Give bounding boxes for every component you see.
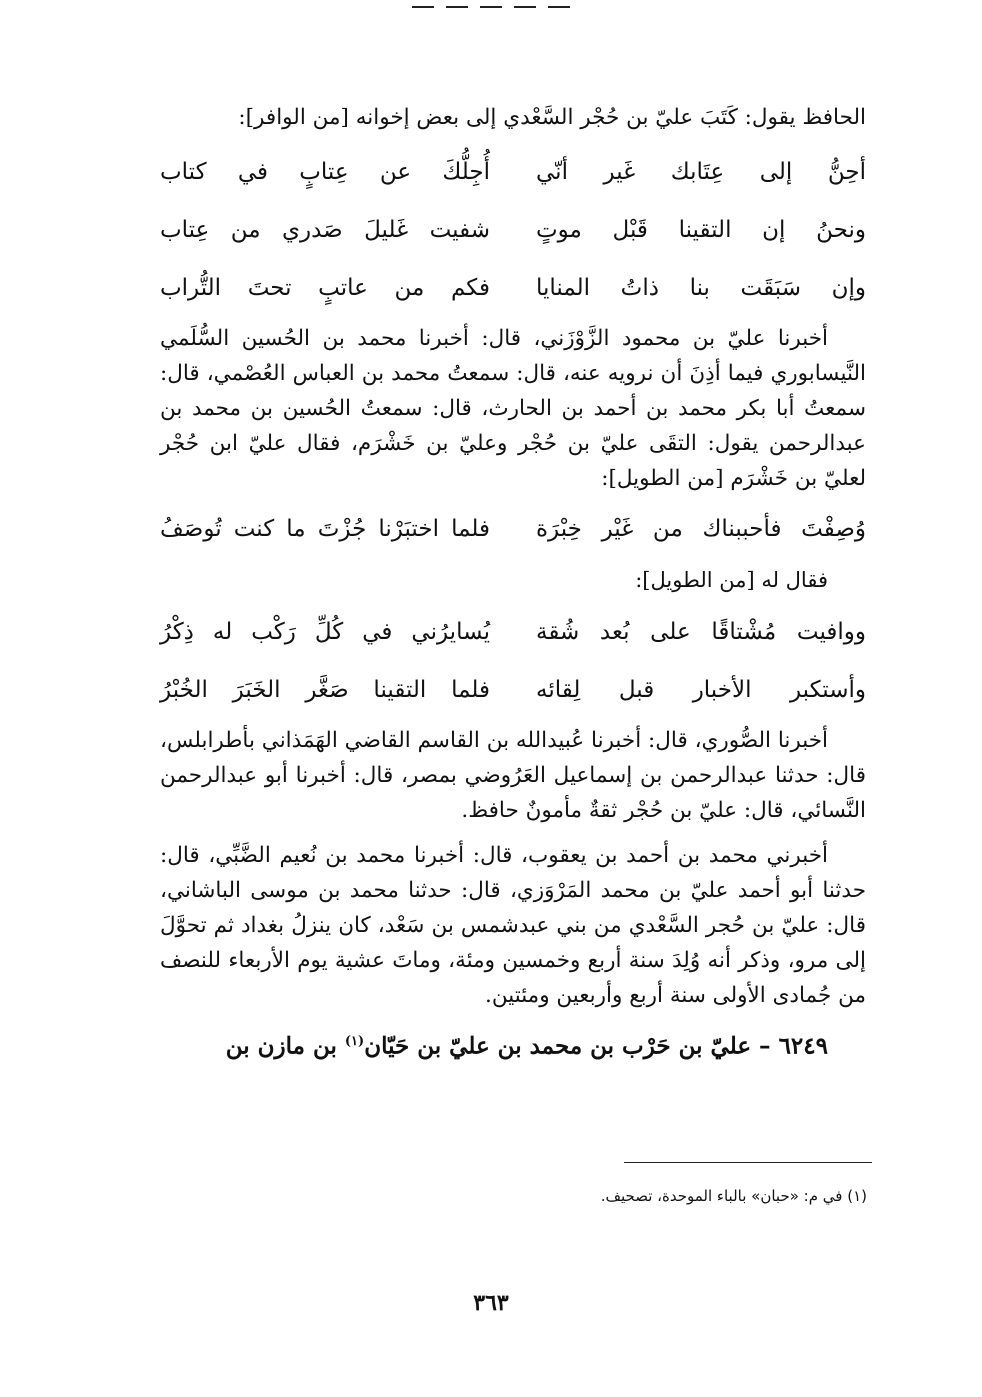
verse-line — [160, 259, 866, 317]
hemistich-second: فكم من عاتبٍ تحتَ التُّراب — [160, 274, 490, 301]
entry-name-continued: بن مازن بن — [225, 1032, 345, 1060]
entry-name: – عليّ بن حَرْب بن محمد بن عليّ بن حَيّان — [364, 1032, 771, 1060]
reply-line: فقال له [من الطويل]: — [635, 568, 828, 592]
hemistich-first: ونحنُ إن التقينا قَبْل موتٍ — [536, 216, 866, 243]
hemistich-first: وُصِفْتَ فأحببناك من غَيْر خِبْرَة — [536, 515, 866, 542]
paragraph-isnad-1: أخبرنا عليّ بن محمود الزَّوْزَني، قال: أخبرنا محمد بن الحُسين السُّلَمي النَّيسابوري فيما أذِنَ أن نرويه عنه، قال: سمعتُ محمد بن العباس العُصْمي، قال: سمعتُ أبا بكر محمد بن أحمد بن الحارث، قال: سمعتُ الحُسين بن محمد بن عبدالرحمن يقول: التقَى عليّ بن حُجْر وعليّ بن خَشْرَم، فقال عليّ ابن حُجْر لعليّ بن خَشْرَم [من الطويل]: — [160, 326, 866, 491]
verse-line — [160, 661, 866, 719]
hemistich-first: ووافيت مُشْتاقًا على بُعد شُقة — [536, 618, 866, 645]
hemistich-second: شفيت غَليلَ صَدري من عِتاب — [160, 216, 490, 243]
poem-1 — [160, 143, 866, 317]
entry-number: ٦٢٤٩ — [778, 1032, 828, 1060]
entry-heading — [160, 1019, 866, 1070]
verse-line — [160, 201, 866, 259]
verse-line — [160, 143, 866, 201]
footnote-marker: (١) — [344, 1034, 365, 1049]
verse-single — [160, 500, 866, 558]
page-number: ٣٦٣ — [473, 1290, 509, 1316]
hemistich-first: وأستكبر الأخبار قبل لِقائه — [536, 676, 866, 703]
hemistich-second: فلما التقينا صَغَّر الخَبَرَ الخُبْرُ — [160, 676, 490, 703]
hemistich-second: يُسايرُني في كُلِّ رَكْب له ذِكْرُ — [160, 618, 490, 645]
hemistich-second: فلما اختبَرْنا جُزْتَ ما كنت تُوصَفُ — [160, 515, 490, 542]
footnote-rule — [624, 1162, 872, 1163]
intro-line: الحافظ يقول: كَتَبَ عليّ بن حُجْر السَّعْدي إلى بعض إخوانه [من الوافر]: — [238, 105, 866, 130]
top-ornament — [412, 6, 582, 8]
hemistich-first: أحِنُّ إلى عِتَابك غَير أنّي — [536, 158, 866, 185]
main-text — [160, 100, 866, 1070]
hemistich-first: وإن سَبَقَت بنا ذاتُ المنايا — [536, 274, 866, 301]
hemistich-second: أُجِلُّكَ عن عِتابٍ في كتاب — [160, 158, 490, 185]
verse-line — [160, 603, 866, 661]
poem-2 — [160, 603, 866, 719]
footnote: (١) في م: «حبان» بالباء الموحدة، تصحيف. — [600, 1187, 867, 1205]
paragraph-isnad-3: أخبرني محمد بن أحمد بن يعقوب، قال: أخبرنا محمد بن نُعيم الضَّبِّي، قال: حدثنا أبو أحمد عليّ بن محمد المَرْوَزي، قال: حدثنا محمد بن موسى الباشاني، قال: عليّ بن حُجر السَّعْدي من بني عبدشمس بن سَعْد، كان ينزلُ بغداد ثم تحوَّلَ إلى مرو، وذكر أنه وُلِدَ سنة أربع وخمسين ومئة، وماتَ عشية يوم الأربعاء للنصف من جُمادى الأولى سنة أربع وأربعين ومئتين. — [160, 843, 866, 1008]
paragraph-isnad-2: أخبرنا الصُّوري، قال: أخبرنا عُبيدالله بن القاسم القاضي الهَمَذاني بأطرابلس، قال: حدثنا عبدالرحمن بن إسماعيل العَرُوضي بمصر، قال: أخبرنا أبو عبدالرحمن النَّسائي، قال: عليّ بن حُجْر ثقةٌ مأمونٌ حافظ. — [160, 728, 866, 823]
